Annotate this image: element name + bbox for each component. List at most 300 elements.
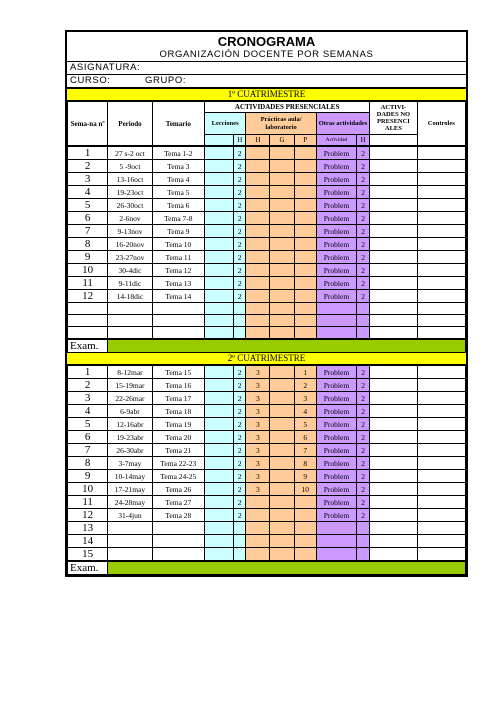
topic-cell: Tema 14 <box>152 290 204 303</box>
period-cell: 12-16abr <box>108 418 152 431</box>
semester1-table <box>67 146 466 339</box>
no-presenciales-cell <box>370 315 417 327</box>
period-cell: 22-26mar <box>108 392 152 405</box>
week-number: 13 <box>68 522 108 535</box>
practicas-groups <box>270 290 294 303</box>
activity-name: Problem <box>316 379 356 392</box>
lecciones-hours: 2 <box>234 444 246 457</box>
lecciones-pad <box>205 315 234 327</box>
period-cell: 17-21may <box>108 483 152 496</box>
activity-name <box>316 522 356 535</box>
topic-cell: Tema 3 <box>152 160 204 173</box>
controles-cell <box>417 186 465 199</box>
no-presenciales-cell <box>370 199 417 212</box>
period-cell: 8-12mar <box>108 366 152 379</box>
week-row <box>68 290 466 303</box>
week-row <box>68 457 466 470</box>
practicas-groups <box>270 173 294 186</box>
practicas-hours: 3 <box>246 405 270 418</box>
col-temario: Temario <box>152 102 204 146</box>
practicas-hours <box>246 303 270 315</box>
practicas-count <box>294 225 316 238</box>
activity-hours: 2 <box>357 277 370 290</box>
topic-cell: Tema 27 <box>152 496 204 509</box>
lecciones-hours: 2 <box>234 366 246 379</box>
lecciones-pad <box>205 327 234 339</box>
header-table <box>67 101 466 146</box>
practicas-groups <box>270 509 294 522</box>
lecciones-pad <box>205 173 234 186</box>
topic-cell: Tema 5 <box>152 186 204 199</box>
no-presenciales-cell <box>370 431 417 444</box>
no-presenciales-cell <box>370 251 417 264</box>
week-number: 2 <box>68 379 108 392</box>
period-cell: 27 s-2 oct <box>108 147 152 160</box>
lecciones-hours <box>234 522 246 535</box>
no-presenciales-cell <box>370 405 417 418</box>
lecciones-pad <box>205 418 234 431</box>
week-number: 4 <box>68 186 108 199</box>
semester1-exam <box>67 339 466 353</box>
activity-name: Problem <box>316 366 356 379</box>
week-row <box>68 251 466 264</box>
lecciones-hours: 2 <box>234 496 246 509</box>
practicas-groups <box>270 431 294 444</box>
lecciones-hours <box>234 327 246 339</box>
lecciones-hours: 2 <box>234 199 246 212</box>
period-cell: 2-6nov <box>108 212 152 225</box>
no-presenciales-cell <box>370 379 417 392</box>
practicas-groups <box>270 315 294 327</box>
practicas-hours <box>246 238 270 251</box>
practicas-count <box>294 522 316 535</box>
controles-cell <box>417 251 465 264</box>
practicas-groups <box>270 444 294 457</box>
activity-name <box>316 315 356 327</box>
week-row <box>68 173 466 186</box>
practicas-hours: 3 <box>246 431 270 444</box>
practicas-count: 5 <box>294 418 316 431</box>
week-row <box>68 431 466 444</box>
lecciones-pad <box>205 366 234 379</box>
semester2-table <box>67 365 466 561</box>
practicas-count <box>294 147 316 160</box>
period-cell <box>108 522 152 535</box>
lecciones-hours: 2 <box>234 470 246 483</box>
practicas-groups <box>270 379 294 392</box>
controles-cell <box>417 277 465 290</box>
topic-cell: Tema 16 <box>152 379 204 392</box>
activity-hours: 2 <box>357 173 370 186</box>
period-cell: 31-4jun <box>108 509 152 522</box>
lecciones-pad <box>205 483 234 496</box>
activity-name: Problem <box>316 431 356 444</box>
practicas-count <box>294 238 316 251</box>
controles-cell <box>417 212 465 225</box>
practicas-groups <box>270 535 294 548</box>
activity-hours: 2 <box>357 379 370 392</box>
week-row <box>68 496 466 509</box>
week-number: 7 <box>68 444 108 457</box>
topic-cell: Tema 28 <box>152 509 204 522</box>
controles-cell <box>417 327 465 339</box>
practicas-hours <box>246 251 270 264</box>
topic-cell <box>152 315 204 327</box>
week-number: 7 <box>68 225 108 238</box>
sub-practicas-h: H <box>246 135 270 146</box>
activity-hours: 2 <box>357 366 370 379</box>
activity-name: Problem <box>316 457 356 470</box>
asignatura-field[interactable] <box>67 62 466 75</box>
practicas-groups <box>270 522 294 535</box>
controles-cell <box>417 315 465 327</box>
lecciones-hours: 2 <box>234 457 246 470</box>
curso-label: CURSO: <box>70 75 111 86</box>
no-presenciales-cell <box>370 509 417 522</box>
lecciones-pad <box>205 225 234 238</box>
lecciones-pad <box>205 277 234 290</box>
practicas-hours <box>246 548 270 561</box>
practicas-groups <box>270 366 294 379</box>
period-cell <box>108 303 152 315</box>
topic-cell: Tema 24-25 <box>152 470 204 483</box>
topic-cell: Tema 12 <box>152 264 204 277</box>
exam-label: Exam. <box>68 562 108 575</box>
lecciones-hours: 2 <box>234 483 246 496</box>
week-row <box>68 303 466 315</box>
practicas-count: 4 <box>294 405 316 418</box>
practicas-count <box>294 303 316 315</box>
activity-name: Problem <box>316 470 356 483</box>
col-no-presenciales: ACTIVI-DADES NO PRESENCI ALES <box>370 102 417 135</box>
activity-hours: 2 <box>357 186 370 199</box>
no-presenciales-cell <box>370 303 417 315</box>
practicas-hours <box>246 225 270 238</box>
practicas-groups <box>270 303 294 315</box>
grupo-label: GRUPO: <box>145 75 187 86</box>
semester1-band: 1º CUATRIMESTRE <box>67 89 466 101</box>
col-semana: Sema-na nº <box>68 102 108 146</box>
topic-cell: Tema 10 <box>152 238 204 251</box>
practicas-groups <box>270 405 294 418</box>
practicas-hours <box>246 290 270 303</box>
practicas-count: 3 <box>294 392 316 405</box>
week-row <box>68 379 466 392</box>
controles-cell <box>417 457 465 470</box>
topic-cell <box>152 303 204 315</box>
topic-cell: Tema 22-23 <box>152 457 204 470</box>
topic-cell: Tema 21 <box>152 444 204 457</box>
activity-name <box>316 535 356 548</box>
controles-cell <box>417 535 465 548</box>
lecciones-pad <box>205 238 234 251</box>
practicas-hours <box>246 535 270 548</box>
week-row <box>68 160 466 173</box>
sub-lecciones-h: H <box>234 135 246 146</box>
lecciones-pad <box>205 470 234 483</box>
week-number: 11 <box>68 277 108 290</box>
period-cell: 19-23oct <box>108 186 152 199</box>
activity-name: Problem <box>316 225 356 238</box>
week-number: 5 <box>68 418 108 431</box>
sub-otras-h: H <box>357 135 370 146</box>
practicas-groups <box>270 238 294 251</box>
exam-label: Exam. <box>68 340 108 353</box>
week-number: 14 <box>68 535 108 548</box>
lecciones-hours <box>234 303 246 315</box>
week-number: 12 <box>68 290 108 303</box>
col-otras: Otras actividades <box>316 113 369 135</box>
topic-cell <box>152 522 204 535</box>
practicas-hours <box>246 186 270 199</box>
week-number: 11 <box>68 496 108 509</box>
activity-hours: 2 <box>357 251 370 264</box>
no-presenciales-cell <box>370 483 417 496</box>
period-cell: 13-16oct <box>108 173 152 186</box>
topic-cell <box>152 548 204 561</box>
practicas-groups <box>270 212 294 225</box>
lecciones-hours: 2 <box>234 392 246 405</box>
no-presenciales-cell <box>370 147 417 160</box>
no-presenciales-cell <box>370 290 417 303</box>
lecciones-hours <box>234 535 246 548</box>
lecciones-pad <box>205 496 234 509</box>
no-presenciales-cell <box>370 225 417 238</box>
activity-hours: 2 <box>357 496 370 509</box>
asignatura-label: ASIGNATURA: <box>70 62 141 73</box>
lecciones-hours <box>234 315 246 327</box>
activity-hours: 2 <box>357 238 370 251</box>
practicas-count <box>294 509 316 522</box>
lecciones-pad <box>205 457 234 470</box>
controles-cell <box>417 392 465 405</box>
practicas-count <box>294 315 316 327</box>
week-row <box>68 199 466 212</box>
activity-name: Problem <box>316 199 356 212</box>
week-row <box>68 212 466 225</box>
activity-name: Problem <box>316 212 356 225</box>
lecciones-pad <box>205 444 234 457</box>
week-row <box>68 264 466 277</box>
page-title: CRONOGRAMA <box>217 34 316 49</box>
col-actividades-presenciales: ACTIVIDADES PRESENCIALES <box>205 102 370 113</box>
controles-cell <box>417 444 465 457</box>
week-row <box>68 327 466 339</box>
week-number: 1 <box>68 366 108 379</box>
topic-cell: Tema 20 <box>152 431 204 444</box>
page-subtitle: ORGANIZACIÓN DOCENTE POR SEMANAS <box>67 49 466 62</box>
semester2-exam <box>67 561 466 575</box>
period-cell <box>108 327 152 339</box>
lecciones-hours: 2 <box>234 238 246 251</box>
period-cell: 9-13nov <box>108 225 152 238</box>
week-row <box>68 238 466 251</box>
curso-grupo-field[interactable] <box>67 75 466 89</box>
practicas-groups <box>270 264 294 277</box>
controles-cell <box>417 225 465 238</box>
activity-hours: 2 <box>357 418 370 431</box>
topic-cell: Tema 17 <box>152 392 204 405</box>
practicas-hours <box>246 264 270 277</box>
practicas-groups <box>270 392 294 405</box>
controles-cell <box>417 483 465 496</box>
activity-name: Problem <box>316 483 356 496</box>
lecciones-hours: 2 <box>234 277 246 290</box>
practicas-count <box>294 173 316 186</box>
practicas-groups <box>270 277 294 290</box>
topic-cell: Tema 15 <box>152 366 204 379</box>
no-presenciales-cell <box>370 444 417 457</box>
practicas-hours <box>246 212 270 225</box>
activity-hours <box>357 522 370 535</box>
week-number <box>68 315 108 327</box>
activity-hours <box>357 327 370 339</box>
no-presenciales-cell <box>370 212 417 225</box>
topic-cell <box>152 327 204 339</box>
activity-name: Problem <box>316 392 356 405</box>
lecciones-hours: 2 <box>234 379 246 392</box>
sub-practicas-g: G <box>270 135 294 146</box>
activity-hours <box>357 303 370 315</box>
practicas-count <box>294 327 316 339</box>
practicas-groups <box>270 418 294 431</box>
week-row <box>68 225 466 238</box>
practicas-count <box>294 277 316 290</box>
week-number: 4 <box>68 405 108 418</box>
no-presenciales-cell <box>370 470 417 483</box>
activity-name: Problem <box>316 186 356 199</box>
activity-hours: 2 <box>357 199 370 212</box>
controles-cell <box>417 496 465 509</box>
sub-lecciones-pad <box>205 135 234 146</box>
no-presenciales-cell <box>370 548 417 561</box>
activity-name <box>316 303 356 315</box>
practicas-count: 1 <box>294 366 316 379</box>
activity-hours: 2 <box>357 225 370 238</box>
lecciones-pad <box>205 379 234 392</box>
no-presenciales-cell <box>370 366 417 379</box>
practicas-groups <box>270 327 294 339</box>
period-cell: 30-4dic <box>108 264 152 277</box>
week-number <box>68 303 108 315</box>
activity-name <box>316 327 356 339</box>
activity-name <box>316 548 356 561</box>
lecciones-pad <box>205 392 234 405</box>
practicas-count: 6 <box>294 431 316 444</box>
lecciones-pad <box>205 522 234 535</box>
week-row <box>68 405 466 418</box>
lecciones-hours: 2 <box>234 431 246 444</box>
topic-cell: Tema 19 <box>152 418 204 431</box>
sub-practicas-p: P <box>294 135 316 146</box>
no-presenciales-cell <box>370 160 417 173</box>
week-number: 6 <box>68 212 108 225</box>
week-number: 10 <box>68 264 108 277</box>
activity-name: Problem <box>316 264 356 277</box>
activity-hours: 2 <box>357 212 370 225</box>
practicas-groups <box>270 186 294 199</box>
period-cell: 14-18dic <box>108 290 152 303</box>
activity-hours <box>357 548 370 561</box>
practicas-count <box>294 199 316 212</box>
exam-bar <box>108 340 466 353</box>
practicas-hours: 3 <box>246 483 270 496</box>
no-presenciales-cell <box>370 457 417 470</box>
week-row <box>68 366 466 379</box>
controles-cell <box>417 405 465 418</box>
lecciones-hours: 2 <box>234 212 246 225</box>
controles-cell <box>417 160 465 173</box>
controles-cell <box>417 548 465 561</box>
activity-name: Problem <box>316 173 356 186</box>
practicas-hours <box>246 496 270 509</box>
week-row <box>68 444 466 457</box>
lecciones-hours: 2 <box>234 186 246 199</box>
practicas-count <box>294 290 316 303</box>
practicas-count <box>294 548 316 561</box>
practicas-count <box>294 186 316 199</box>
topic-cell: Tema 6 <box>152 199 204 212</box>
practicas-hours <box>246 147 270 160</box>
week-number: 3 <box>68 392 108 405</box>
activity-hours: 2 <box>357 290 370 303</box>
week-row <box>68 315 466 327</box>
lecciones-pad <box>205 548 234 561</box>
activity-hours: 2 <box>357 147 370 160</box>
week-row <box>68 277 466 290</box>
activity-name: Problem <box>316 290 356 303</box>
practicas-groups <box>270 147 294 160</box>
controles-cell <box>417 379 465 392</box>
practicas-hours <box>246 199 270 212</box>
controles-cell <box>417 173 465 186</box>
practicas-groups <box>270 496 294 509</box>
activity-name: Problem <box>316 251 356 264</box>
week-number: 2 <box>68 160 108 173</box>
period-cell: 6-9abr <box>108 405 152 418</box>
practicas-groups <box>270 470 294 483</box>
week-row <box>68 535 466 548</box>
activity-name: Problem <box>316 418 356 431</box>
activity-hours <box>357 315 370 327</box>
activity-hours <box>357 535 370 548</box>
no-presenciales-cell <box>370 186 417 199</box>
practicas-hours: 3 <box>246 392 270 405</box>
activity-name: Problem <box>316 405 356 418</box>
week-number: 3 <box>68 173 108 186</box>
practicas-hours <box>246 277 270 290</box>
activity-hours: 2 <box>357 509 370 522</box>
week-number: 8 <box>68 457 108 470</box>
week-number: 5 <box>68 199 108 212</box>
practicas-hours: 3 <box>246 379 270 392</box>
topic-cell: Tema 1-2 <box>152 147 204 160</box>
period-cell <box>108 315 152 327</box>
activity-hours: 2 <box>357 457 370 470</box>
controles-cell <box>417 147 465 160</box>
practicas-count <box>294 496 316 509</box>
practicas-hours <box>246 522 270 535</box>
practicas-hours: 3 <box>246 418 270 431</box>
activity-name: Problem <box>316 509 356 522</box>
practicas-count: 7 <box>294 444 316 457</box>
week-number: 1 <box>68 147 108 160</box>
week-row <box>68 548 466 561</box>
practicas-hours: 3 <box>246 457 270 470</box>
lecciones-hours: 2 <box>234 160 246 173</box>
week-number: 6 <box>68 431 108 444</box>
topic-cell: Tema 11 <box>152 251 204 264</box>
